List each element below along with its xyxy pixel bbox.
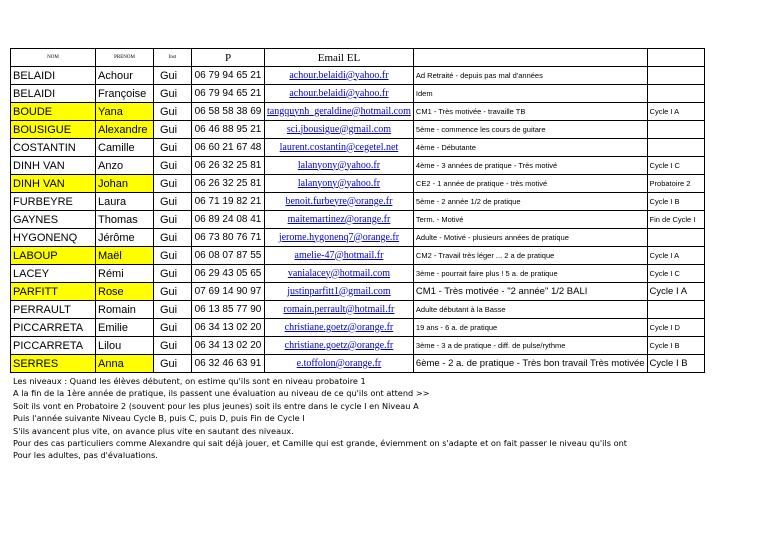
cell-instrument: Gui [154, 67, 192, 85]
cell-phone: 06 73 80 76 71 [192, 229, 265, 247]
email-link[interactable]: benoit.furbeyre@orange.fr [285, 195, 393, 207]
cell-nom: PERRAULT [11, 301, 96, 319]
header-cycle [647, 49, 704, 67]
cell-instrument: Gui [154, 139, 192, 157]
table-row [11, 319, 705, 337]
cell-email [265, 193, 414, 211]
cell-observations: Ad Retraité - depuis pas mal d'années [413, 67, 647, 85]
cell-nom: BOUDE [11, 103, 96, 121]
cell-phone: 06 08 07 87 55 [192, 247, 265, 265]
cell-phone: 06 79 94 65 21 [192, 67, 265, 85]
cell-email [265, 175, 414, 193]
cell-instrument: Gui [154, 337, 192, 355]
cell-instrument: Gui [154, 103, 192, 121]
cell-nom: BELAIDI [11, 67, 96, 85]
cell-cycle: Cycle I A [647, 283, 704, 301]
note-line: Pour les adultes, pas d'évaluations. [13, 450, 158, 461]
cell-email [265, 247, 414, 265]
cell-cycle [647, 139, 704, 157]
email-link[interactable]: amelie-47@hotmail.fr [294, 249, 384, 261]
cell-email [265, 319, 414, 337]
email-link[interactable]: laurent.costantin@cegetel.net [279, 141, 399, 153]
cell-cycle [647, 121, 704, 139]
cell-email [265, 157, 414, 175]
cell-observations: Term. - Motivé [413, 211, 647, 229]
cell-cycle [647, 67, 704, 85]
cell-phone: 06 34 13 02 20 [192, 337, 265, 355]
cell-email [265, 211, 414, 229]
cell-cycle [647, 301, 704, 319]
header-nom: NOM [11, 49, 96, 67]
note-line: A la fin de la 1ère année de pratique, ils passent une évaluation au niveau de ce qu'ils ont attend >> [13, 388, 430, 399]
cell-cycle: Cycle I B [647, 355, 704, 373]
cell-nom: SERRES [11, 355, 96, 373]
header-instrument: Inst [154, 49, 192, 67]
cell-phone: 06 46 88 95 21 [192, 121, 265, 139]
cell-observations: 3ème - pourrait faire plus ! 5 a. de pratique [413, 265, 647, 283]
cell-nom: FURBEYRE [11, 193, 96, 211]
cell-phone: 06 60 21 67 48 [192, 139, 265, 157]
cell-phone: 07 69 14 90 97 [192, 283, 265, 301]
cell-email [265, 85, 414, 103]
cell-observations: 5ème - 2 année 1/2 de pratique [413, 193, 647, 211]
cell-phone: 06 34 13 02 20 [192, 319, 265, 337]
cell-instrument: Gui [154, 157, 192, 175]
cell-phone: 06 13 85 77 90 [192, 301, 265, 319]
cell-email [265, 283, 414, 301]
table-row [11, 229, 705, 247]
email-link[interactable]: vanialacey@hotmail.com [287, 267, 391, 279]
header-email: Email EL [265, 49, 414, 67]
table-row [11, 67, 705, 85]
cell-cycle [647, 229, 704, 247]
cell-instrument: Gui [154, 211, 192, 229]
cell-nom: DINH VAN [11, 175, 96, 193]
table-row [11, 337, 705, 355]
cell-prenom: Anzo [96, 157, 154, 175]
table-row [11, 265, 705, 283]
cell-cycle: Probatoire 2 [647, 175, 704, 193]
email-link[interactable]: sci.jbousigue@gmail.com [286, 123, 392, 135]
cell-cycle: Cycle I A [647, 103, 704, 121]
email-link[interactable]: maitemartinez@orange.fr [287, 213, 391, 225]
cell-email [265, 355, 414, 373]
email-link[interactable]: lalanyony@yahoo.fr [297, 159, 381, 171]
cell-prenom: Romain [96, 301, 154, 319]
cell-observations: 3ème - 3 a de pratique - diff. de pulse/rythme [413, 337, 647, 355]
cell-observations: Idem [413, 85, 647, 103]
cell-instrument: Gui [154, 247, 192, 265]
header-phone: P [192, 49, 265, 67]
email-link[interactable]: lalanyony@yahoo.fr [297, 177, 381, 189]
cell-phone: 06 29 43 05 65 [192, 265, 265, 283]
cell-cycle: Cycle I A [647, 247, 704, 265]
table-row [11, 193, 705, 211]
table-row [11, 301, 705, 319]
cell-nom: LABOUP [11, 247, 96, 265]
cell-nom: HYGONENQ [11, 229, 96, 247]
cell-cycle [647, 85, 704, 103]
cell-instrument: Gui [154, 319, 192, 337]
cell-observations: Adulte - Motivé - plusieurs années de pratique [413, 229, 647, 247]
cell-phone: 06 26 32 25 81 [192, 175, 265, 193]
cell-prenom: Rose [96, 283, 154, 301]
note-line: S'ils avancent plus vite, on avance plus vite en sautant des niveaux. [13, 425, 294, 436]
cell-observations: 5ème - commence les cours de guitare [413, 121, 647, 139]
cell-prenom: Françoise [96, 85, 154, 103]
cell-prenom: Thomas [96, 211, 154, 229]
cell-instrument: Gui [154, 229, 192, 247]
cell-observations: 4ème - Débutante [413, 139, 647, 157]
cell-observations: CM2 - Travail très léger ... 2 a de pratique [413, 247, 647, 265]
cell-observations: CM1 - Très motivée - travaille TB [413, 103, 647, 121]
table-header-row [11, 49, 705, 67]
cell-cycle: Cycle I C [647, 157, 704, 175]
cell-prenom: Emilie [96, 319, 154, 337]
cell-instrument: Gui [154, 301, 192, 319]
cell-nom: PICCARRETA [11, 337, 96, 355]
cell-nom: LACEY [11, 265, 96, 283]
table-row [11, 157, 705, 175]
note-line: Soit ils vont en Probatoire 2 (souvent pour les plus jeunes) soit ils entre dans le cycle I en Niveau A [13, 400, 419, 411]
cell-phone: 06 26 32 25 81 [192, 157, 265, 175]
note-line: Puis l'année suivante Niveau Cycle B, puis C, puis D, puis Fin de Cycle I [13, 413, 305, 424]
cell-instrument: Gui [154, 265, 192, 283]
cell-nom: COSTANTIN [11, 139, 96, 157]
cell-email [265, 121, 414, 139]
cell-observations: 6ème - 2 a. de pratique - Très bon travail Très motivée [413, 355, 647, 373]
cell-prenom: Achour [96, 67, 154, 85]
cell-nom: BOUSIGUE [11, 121, 96, 139]
cell-prenom: Camille [96, 139, 154, 157]
cell-instrument: Gui [154, 283, 192, 301]
cell-nom: BELAIDI [11, 85, 96, 103]
cell-email [265, 301, 414, 319]
cell-prenom: Johan [96, 175, 154, 193]
note-line: Pour des cas particuliers comme Alexandre qui sait déjà jouer, et Camille qui est grande, éviemment on s'adapte et on fait passer le niveau qu'ils ont [13, 438, 627, 449]
cell-observations: 4ème - 3 années de pratique - Très motivé [413, 157, 647, 175]
cell-nom: DINH VAN [11, 157, 96, 175]
cell-cycle: Fin de Cycle I [647, 211, 704, 229]
table-row [11, 211, 705, 229]
table-row [11, 103, 705, 121]
cell-phone: 06 71 19 82 21 [192, 193, 265, 211]
cell-instrument: Gui [154, 121, 192, 139]
header-prenom: PRENOM [96, 49, 154, 67]
cell-phone: 06 79 94 65 21 [192, 85, 265, 103]
table-row [11, 139, 705, 157]
cell-prenom: Laura [96, 193, 154, 211]
header-observations [413, 49, 647, 67]
cell-email [265, 265, 414, 283]
cell-nom: PICCARRETA [11, 319, 96, 337]
cell-prenom: Lilou [96, 337, 154, 355]
cell-prenom: Alexandre [96, 121, 154, 139]
cell-email [265, 139, 414, 157]
cell-email [265, 67, 414, 85]
cell-observations: 19 ans - 6 a. de pratique [413, 319, 647, 337]
cell-cycle: Cycle I D [647, 319, 704, 337]
email-link[interactable]: tangquynh_geraldine@hotmail.com [267, 105, 411, 117]
cell-phone: 06 58 58 38 69 [192, 103, 265, 121]
cell-instrument: Gui [154, 193, 192, 211]
email-link[interactable]: e.toffolon@orange.fr [296, 357, 382, 369]
email-link[interactable]: achour.belaidi@yahoo.fr [289, 87, 389, 99]
cell-phone: 06 89 24 08 41 [192, 211, 265, 229]
email-link[interactable]: achour.belaidi@yahoo.fr [289, 69, 389, 81]
cell-observations: CM1 - Très motivée - "2 année" 1/2 BALI [413, 283, 647, 301]
cell-prenom: Jérôme [96, 229, 154, 247]
email-link[interactable]: romain.perrault@hotmail.fr [283, 303, 395, 315]
cell-nom: GAYNES [11, 211, 96, 229]
email-link[interactable]: christiane.goetz@orange.fr [284, 339, 394, 351]
student-table [10, 48, 705, 373]
notes-block [13, 375, 627, 462]
cell-email [265, 103, 414, 121]
cell-prenom: Anna [96, 355, 154, 373]
cell-email [265, 229, 414, 247]
cell-email [265, 337, 414, 355]
table-row [11, 283, 705, 301]
email-link[interactable]: jerome.hygonenq7@orange.fr [278, 231, 400, 243]
cell-prenom: Yana [96, 103, 154, 121]
table-row [11, 355, 705, 373]
table-row [11, 121, 705, 139]
note-line: Les niveaux : Quand les élèves débutent, on estime qu'ils sont en niveau probatoire 1 [13, 376, 366, 386]
cell-prenom: Rémi [96, 265, 154, 283]
email-link[interactable]: justinparfitt1@gmail.com [287, 285, 391, 297]
email-link[interactable]: christiane.goetz@orange.fr [284, 321, 394, 333]
cell-prenom: Maël [96, 247, 154, 265]
cell-cycle: Cycle I B [647, 337, 704, 355]
cell-instrument: Gui [154, 175, 192, 193]
cell-observations: Adulte débutant à la Basse [413, 301, 647, 319]
table-row [11, 247, 705, 265]
cell-observations: CE2 - 1 année de pratique - très motivé [413, 175, 647, 193]
cell-instrument: Gui [154, 355, 192, 373]
cell-cycle: Cycle I C [647, 265, 704, 283]
cell-phone: 06 32 46 63 91 [192, 355, 265, 373]
cell-nom: PARFITT [11, 283, 96, 301]
table-row [11, 175, 705, 193]
table-row [11, 85, 705, 103]
cell-cycle: Cycle I B [647, 193, 704, 211]
cell-instrument: Gui [154, 85, 192, 103]
